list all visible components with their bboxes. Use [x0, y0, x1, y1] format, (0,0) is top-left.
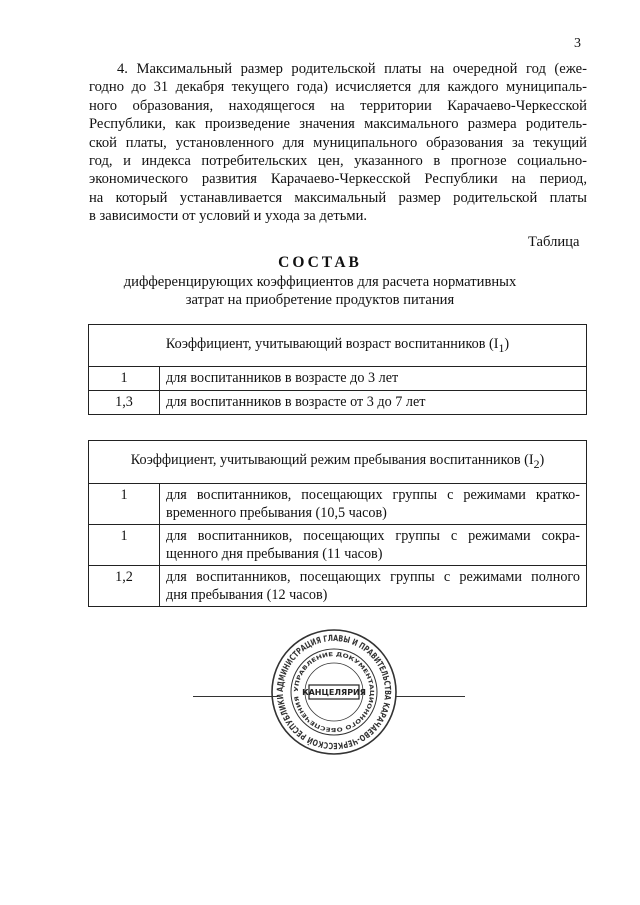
body-paragraph: [89, 60, 587, 226]
stay-mode-coefficient-table: [88, 440, 587, 607]
official-seal: [270, 628, 398, 756]
coefficient-description: для воспитанников, посещающих группы с режимами кратко- временного пребывания (10,5 часов): [160, 484, 587, 525]
paragraph-line: на который устанавливается максимальный размер родительской платы: [89, 189, 587, 206]
coefficient-value: 1,3: [89, 391, 160, 415]
page-number: 3: [574, 36, 581, 51]
coefficient-value: 1: [89, 484, 160, 525]
signature-line: [395, 696, 465, 697]
paragraph-line: ской платы, установленного для муниципального образования за текущий: [89, 134, 587, 151]
paragraph-line: экономического развития Карачаево-Черкесской Республики на период,: [89, 171, 587, 188]
age-coefficient-header: Коэффициент, учитывающий возраст воспитанников $(I_1)$: [89, 325, 587, 367]
subheading-line: затрат на приобретение продуктов питания: [185, 292, 455, 308]
table-heading: СОСТАВ: [278, 254, 362, 271]
paragraph-line: Республики, как произведение значения максимального размера родитель-: [89, 116, 587, 133]
coefficient-value: 1,2: [89, 566, 160, 607]
seal-outer-text: АДМИНИСТРАЦИЯ ГЛАВЫ И ПРАВИТЕЛЬСТВА КАРАЧАЕВО-ЧЕРКЕССКОЙ РЕСПУБЛИКИ: [275, 633, 393, 751]
signature-line: [193, 696, 278, 697]
table-row: [89, 484, 587, 525]
table-row: [89, 367, 587, 391]
table-label: Таблица: [528, 234, 580, 250]
paragraph-line: 4. Максимальный размер родительской платы на очередной год (еже-: [117, 61, 587, 77]
coefficient-value: 1: [89, 367, 160, 391]
coefficient-description: для воспитанников в возрасте от 3 до 7 лет: [160, 391, 587, 415]
age-coefficient-table: [88, 324, 587, 415]
seal-center-text: КАНЦЕЛЯРИЯ: [302, 688, 366, 697]
paragraph-line: годно до 31 декабря текущего года) исчисляется для каждого муниципаль-: [89, 79, 587, 96]
coefficient-value: 1: [89, 525, 160, 566]
table-row: [89, 391, 587, 415]
stay-mode-coefficient-header: Коэффициент, учитывающий режим пребывания воспитанников $(I_2)$: [89, 441, 587, 484]
paragraph-line: ного образования, находящегося на территории Карачаево-Черкесской: [89, 97, 587, 114]
table-row: [89, 525, 587, 566]
subheading-line: дифференцирующих коэффициентов для расчета нормативных: [123, 274, 517, 290]
table-row: [89, 566, 587, 607]
coefficient-description: для воспитанников, посещающих группы с режимами полного дня пребывания (12 часов): [160, 566, 587, 607]
table-subheading: [0, 273, 640, 309]
seal-inner-text: УПРАВЛЕНИЕ ДОКУМЕНТАЦИОННОГО ОБЕСПЕЧЕНИЯ: [293, 651, 375, 733]
coefficient-description: для воспитанников в возрасте до 3 лет: [160, 367, 587, 391]
paragraph-line: в зависимости от условий и ухода за детьми.: [89, 208, 368, 225]
coefficient-description: для воспитанников, посещающих группы с режимами сокра- щенного дня пребывания (11 часов): [160, 525, 587, 566]
paragraph-line: год, и индекса потребительских цен, указанного в прогнозе социально-: [89, 153, 587, 170]
